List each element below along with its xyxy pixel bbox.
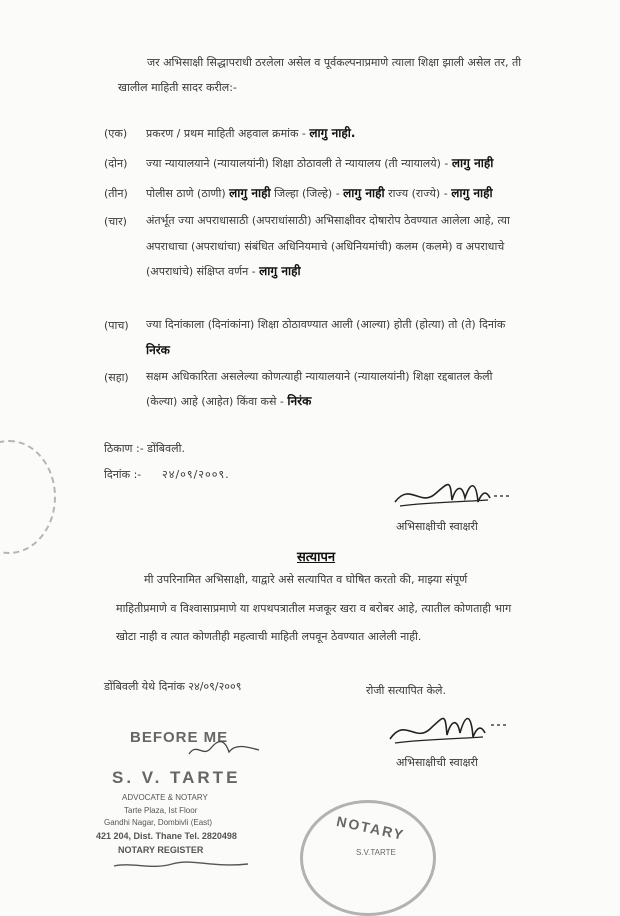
item-3-state-answer: लागु नाही bbox=[451, 186, 493, 200]
item-6-line-1: सक्षम अधिकारिता असलेल्या कोणत्याही न्यायालयाने (न्यायालयांनी) शिक्षा रद्दबातल केली bbox=[146, 370, 493, 383]
item-6-number: (सहा) bbox=[104, 371, 129, 384]
item-2-question: ज्या न्यायालयाने (न्यायालयांनी) शिक्षा ठोठावली ते न्यायालय (ती न्यायालये) - bbox=[146, 157, 452, 170]
item-3-district-answer: लागु नाही bbox=[343, 186, 385, 200]
item-4-line-3 bbox=[146, 264, 301, 279]
item-4-number: (चार) bbox=[104, 215, 127, 228]
verification-line-3: खोटा नाही व त्यात कोणतीही महत्वाची माहिती लपवून ठेवण्यात आलेली नाही. bbox=[116, 630, 422, 643]
stamp-address-1: Tarte Plaza, Ist Floor bbox=[124, 806, 198, 815]
item-3-text bbox=[146, 186, 493, 201]
place-label: ठिकाण :- डोंबिवली. bbox=[104, 442, 185, 455]
stamp-register-number-mark bbox=[112, 858, 252, 874]
item-1-answer: लागु नाही. bbox=[309, 126, 356, 140]
item-1-question: प्रकरण / प्रथम माहिती अहवाल क्रमांक - bbox=[146, 127, 310, 140]
item-3-police-label: पोलीस ठाणे (ठाणी) bbox=[146, 187, 230, 200]
verification-verified: रोजी सत्यापित केले. bbox=[366, 684, 446, 697]
verification-place-date: डोंबिवली येथे दिनांक २४/०९/२००९ bbox=[104, 680, 242, 693]
item-2-text bbox=[146, 156, 493, 171]
seal-name-text: S.V.TARTE bbox=[356, 848, 396, 857]
notary-signature bbox=[185, 738, 265, 760]
signature-caption-1: अभिसाक्षीची स्वाक्षरी bbox=[396, 520, 478, 533]
date-value: २४/०९/२००९. bbox=[162, 468, 230, 481]
stamp-address-3: 421 204, Dist. Thane Tel. 2820498 bbox=[96, 831, 237, 841]
edge-seal-partial bbox=[0, 440, 56, 554]
item-2-number: (दोन) bbox=[104, 157, 128, 170]
item-6-question-end: (केल्या) आहे (आहेत) किंवा कसे - bbox=[146, 395, 288, 408]
stamp-before-me: BEFORE ME bbox=[130, 729, 229, 746]
item-5-line-1: ज्या दिनांकाला (दिनांकांना) शिक्षा ठोठावण्यात आली (आल्या) होती (होत्या) तो (ते) दिनांक bbox=[146, 318, 506, 331]
seal-top-text: NOTARY bbox=[335, 812, 407, 844]
stamp-name: S. V. TARTE bbox=[112, 768, 241, 787]
item-4-answer: लागु नाही bbox=[259, 264, 301, 278]
stamp-address-2: Gandhi Nagar, Dombivli (East) bbox=[104, 818, 213, 827]
stamp-register: NOTARY REGISTER bbox=[118, 845, 204, 855]
item-1-text bbox=[146, 126, 355, 141]
item-4-line-2: अपराधाचा (अपराधांचा) संबंधित अधिनियमाचे (अधिनियमांची) कलम (कलमे) व अपराधाचे bbox=[146, 240, 505, 253]
item-4-question-end: (अपराधांचे) संक्षिप्त वर्णन - bbox=[146, 265, 260, 278]
deponent-signature-1 bbox=[390, 472, 520, 512]
item-2-answer: लागु नाही bbox=[451, 156, 494, 170]
verification-line-2: माहितीप्रमाणे व विश्वासाप्रमाणे या शपथपत्रातील मजकूर खरा व बरोबर आहे, त्यातील कोणताही भाग bbox=[116, 602, 512, 615]
verification-line-1: मी उपरिनामित अभिसाक्षी, याद्वारे असे सत्यापित व घोषित करतो की, माझ्या संपूर्ण bbox=[144, 573, 468, 586]
item-6-answer: निरंक bbox=[287, 394, 312, 408]
item-3-police-answer: लागु नाही bbox=[229, 186, 271, 200]
item-1-number: (एक) bbox=[104, 127, 128, 140]
date-label: दिनांक :- bbox=[104, 468, 142, 481]
stamp-role: ADVOCATE & NOTARY bbox=[122, 793, 208, 802]
item-3-district-label: जिल्हा (जिल्हे) - bbox=[270, 187, 344, 200]
item-5-answer: निरंक bbox=[146, 343, 170, 357]
intro-line-1: जर अभिसाक्षी सिद्धापराधी ठरलेला असेल व पूर्वकल्पनाप्रमाणे त्याला शिक्षा झाली असेल तर, ती bbox=[147, 56, 522, 69]
signature-caption-2: अभिसाक्षीची स्वाक्षरी bbox=[396, 756, 478, 769]
item-3-number: (तीन) bbox=[104, 187, 128, 200]
deponent-signature-2 bbox=[385, 705, 515, 750]
item-4-line-1: अंतर्भूत ज्या अपराधासाठी (अपराधांसाठी) अभिसाक्षीवर दोषारोप ठेवण्यात आलेला आहे, त्या bbox=[146, 214, 510, 227]
item-5-number: (पाच) bbox=[104, 319, 129, 332]
intro-line-2: खालील माहिती सादर करील:- bbox=[118, 81, 237, 94]
item-3-state-label: राज्य (राज्ये) - bbox=[384, 187, 452, 200]
item-6-line-2 bbox=[146, 394, 311, 409]
verification-heading: सत्यापन bbox=[297, 550, 336, 565]
notary-round-seal bbox=[300, 800, 436, 916]
